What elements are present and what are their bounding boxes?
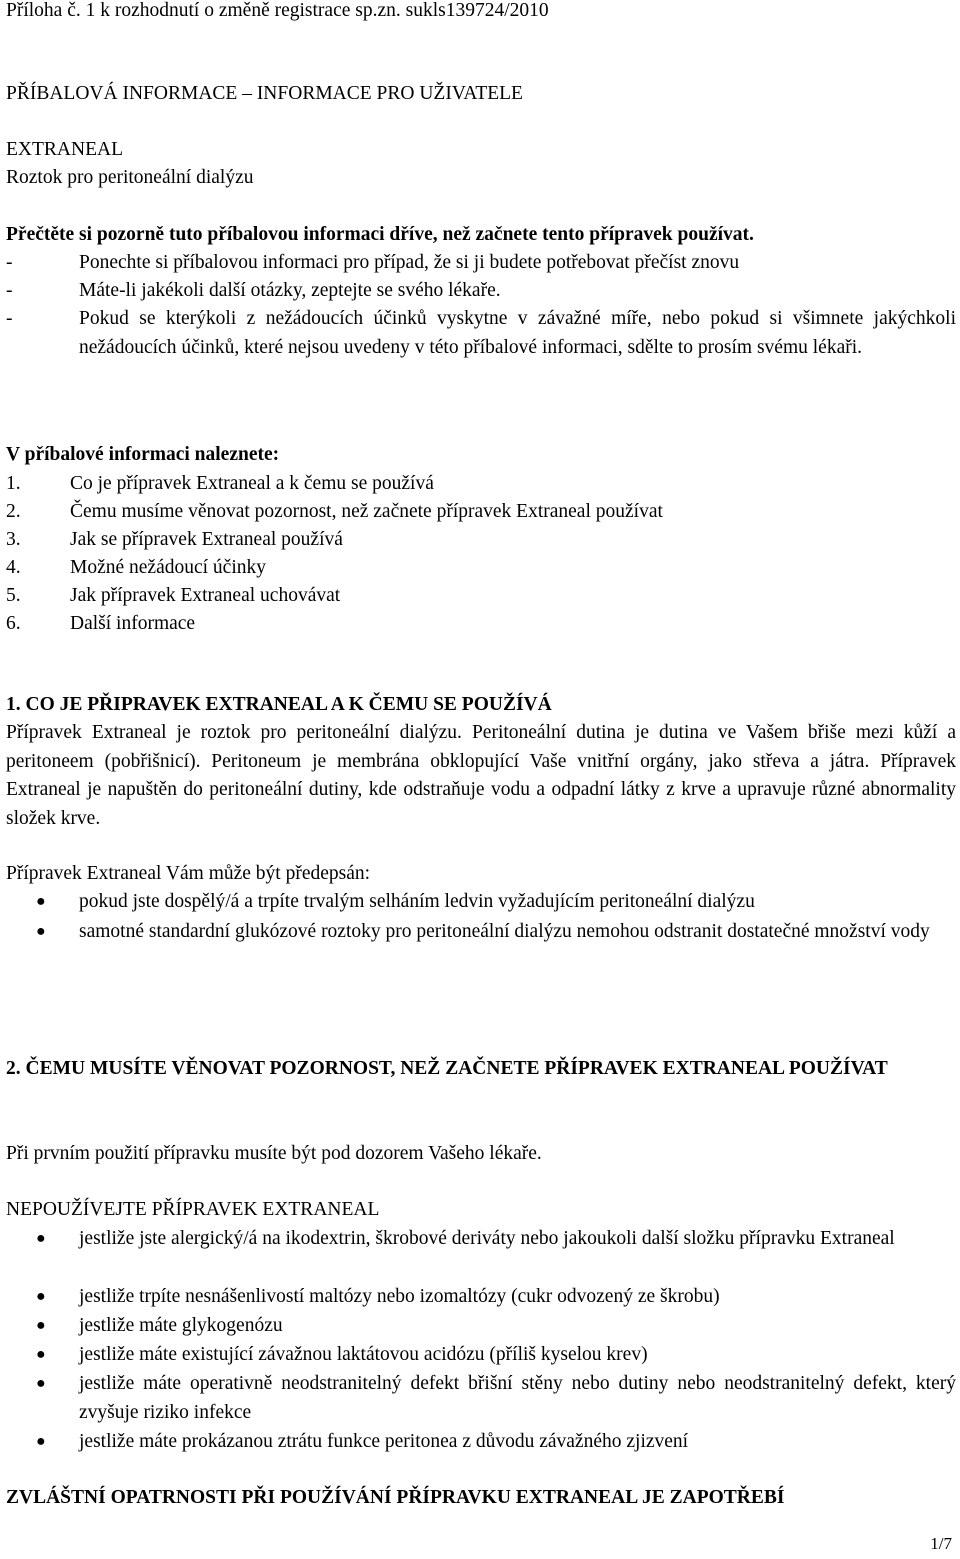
contents-heading: V příbalové informaci naleznete: xyxy=(6,444,280,465)
contents-number: 3. xyxy=(6,529,21,550)
prescribed-item xyxy=(6,888,956,917)
contents-item xyxy=(6,526,956,555)
section1-heading: 1. CO JE PŘIPRAVEK EXTRANEAL A K ČEMU SE POUŽÍVÁ xyxy=(6,694,552,715)
bullet-marker: ● xyxy=(36,1317,46,1334)
product-subtitle: Roztok pro peritoneální dialýzu xyxy=(6,167,254,188)
bullet-marker: ● xyxy=(36,923,46,940)
contents-item xyxy=(6,582,956,611)
contents-text: Co je přípravek Extraneal a k čemu se používá xyxy=(70,473,434,494)
contents-text: Čemu musíme věnovat pozornost, než začnete přípravek Extraneal používat xyxy=(70,501,663,522)
contents-number: 5. xyxy=(6,585,21,606)
do-not-use-item xyxy=(6,1283,956,1312)
precautions-heading: ZVLÁŠTNÍ OPATRNOSTI PŘI POUŽÍVÁNÍ PŘÍPRAVKU EXTRANEAL JE ZAPOTŘEBÍ xyxy=(6,1487,785,1508)
do-not-use-heading: NEPOUŽÍVEJTE PŘÍPRAVEK EXTRANEAL xyxy=(6,1199,380,1220)
do-not-use-item xyxy=(6,1341,956,1370)
warning-text: Pokud se kterýkoli z nežádoucích účinků vyskytne v závažné míře, nebo pokud si všimnete jakýchkoli nežádoucích účinků, které nejsou uvedeny v této příbalové informaci, sdělte to prosím svému lékaři. xyxy=(79,308,956,358)
warning-item xyxy=(6,249,956,278)
contents-text: Možné nežádoucí účinky xyxy=(70,557,267,578)
contents-text: Jak přípravek Extraneal uchovávat xyxy=(70,585,341,606)
prescribed-text: pokud jste dospělý/á a trpíte trvalým selháním ledvin vyžadujícím peritoneální dialýzu xyxy=(79,891,755,912)
do-not-use-text: jestliže máte existující závažnou laktátovou acidózu (příliš kyselou krev) xyxy=(79,1344,648,1365)
do-not-use-item xyxy=(6,1370,956,1427)
contents-item xyxy=(6,610,956,639)
section2-heading: 2. ČEMU MUSÍTE VĚNOVAT POZORNOST, NEŽ ZAČNETE PŘÍPRAVEK EXTRANEAL POUŽÍVAT xyxy=(6,1058,888,1079)
section1-paragraph: Přípravek Extraneal je roztok pro peritoneální dialýzu. Peritoneální dutina je dutina ve Vašem břiše mezi kůží a peritoneem (pobřišnicí). Peritoneum je membrána obklopující Vaše vnitřní orgány, jako střeva a játra. Přípravek Extraneal je napuštěn do peritoneální dutiny, kde odstraňuje vodu a odpadní látky z krve a upravuje různé abnormality složek krve. xyxy=(6,722,956,829)
warning-text: Máte-li jakékoli další otázky, zeptejte se svého lékaře. xyxy=(79,280,501,301)
do-not-use-text: jestliže máte prokázanou ztrátu funkce peritonea z důvodu závažného zjizvení xyxy=(79,1431,689,1452)
dash-marker: - xyxy=(6,252,13,273)
warning-item xyxy=(6,305,956,362)
contents-item xyxy=(6,470,956,499)
bullet-marker: ● xyxy=(36,893,46,910)
contents-number: 2. xyxy=(6,501,21,522)
annex-header: Příloha č. 1 k rozhodnutí o změně registrace sp.zn. sukls139724/2010 xyxy=(6,0,549,21)
bullet-marker: ● xyxy=(36,1230,46,1247)
do-not-use-text: jestliže trpíte nesnášenlivostí maltózy nebo izomaltózy (cukr odvozený ze škrobu) xyxy=(79,1286,720,1307)
contents-number: 6. xyxy=(6,613,21,634)
do-not-use-text: jestliže máte operativně neodstranitelný defekt břišní stěny nebo dutiny nebo neodstranitelný defekt, který zvyšuje riziko infekce xyxy=(79,1373,956,1423)
prescribed-item xyxy=(6,918,956,947)
do-not-use-item xyxy=(6,1225,956,1254)
bullet-marker: ● xyxy=(36,1375,46,1392)
bullet-marker: ● xyxy=(36,1433,46,1450)
contents-text: Jak se přípravek Extraneal používá xyxy=(70,529,343,550)
page-number: 1/7 xyxy=(930,1534,952,1553)
prescribed-text: samotné standardní glukózové roztoky pro peritoneální dialýzu nemohou odstranit dostatečné množství vody xyxy=(79,921,930,942)
do-not-use-text: jestliže jste alergický/á na ikodextrin, škrobové deriváty nebo jakoukoli další složku přípravku Extraneal xyxy=(79,1228,895,1249)
do-not-use-text: jestliže máte glykogenózu xyxy=(79,1315,283,1336)
contents-item xyxy=(6,554,956,583)
bullet-marker: ● xyxy=(36,1346,46,1363)
contents-item xyxy=(6,498,956,527)
first-use-note: Při prvním použití přípravku musíte být pod dozorem Vašeho lékaře. xyxy=(6,1143,542,1164)
bullet-marker: ● xyxy=(36,1288,46,1305)
dash-marker: - xyxy=(6,280,13,301)
warning-text: Ponechte si příbalovou informaci pro případ, že si ji budete potřebovat přečíst znovu xyxy=(79,252,740,273)
contents-text: Další informace xyxy=(70,613,196,634)
product-name: EXTRANEAL xyxy=(6,139,123,160)
read-warning: Přečtěte si pozorně tuto příbalovou informaci dříve, než začnete tento přípravek používat. xyxy=(6,224,754,245)
dash-marker: - xyxy=(6,308,13,329)
contents-number: 4. xyxy=(6,557,21,578)
contents-number: 1. xyxy=(6,473,21,494)
do-not-use-item xyxy=(6,1312,956,1341)
warning-item xyxy=(6,277,956,306)
document-title: PŘÍBALOVÁ INFORMACE – INFORMACE PRO UŽIVATELE xyxy=(6,83,523,104)
do-not-use-item xyxy=(6,1428,956,1457)
prescribed-intro: Přípravek Extraneal Vám může být předepsán: xyxy=(6,863,371,884)
